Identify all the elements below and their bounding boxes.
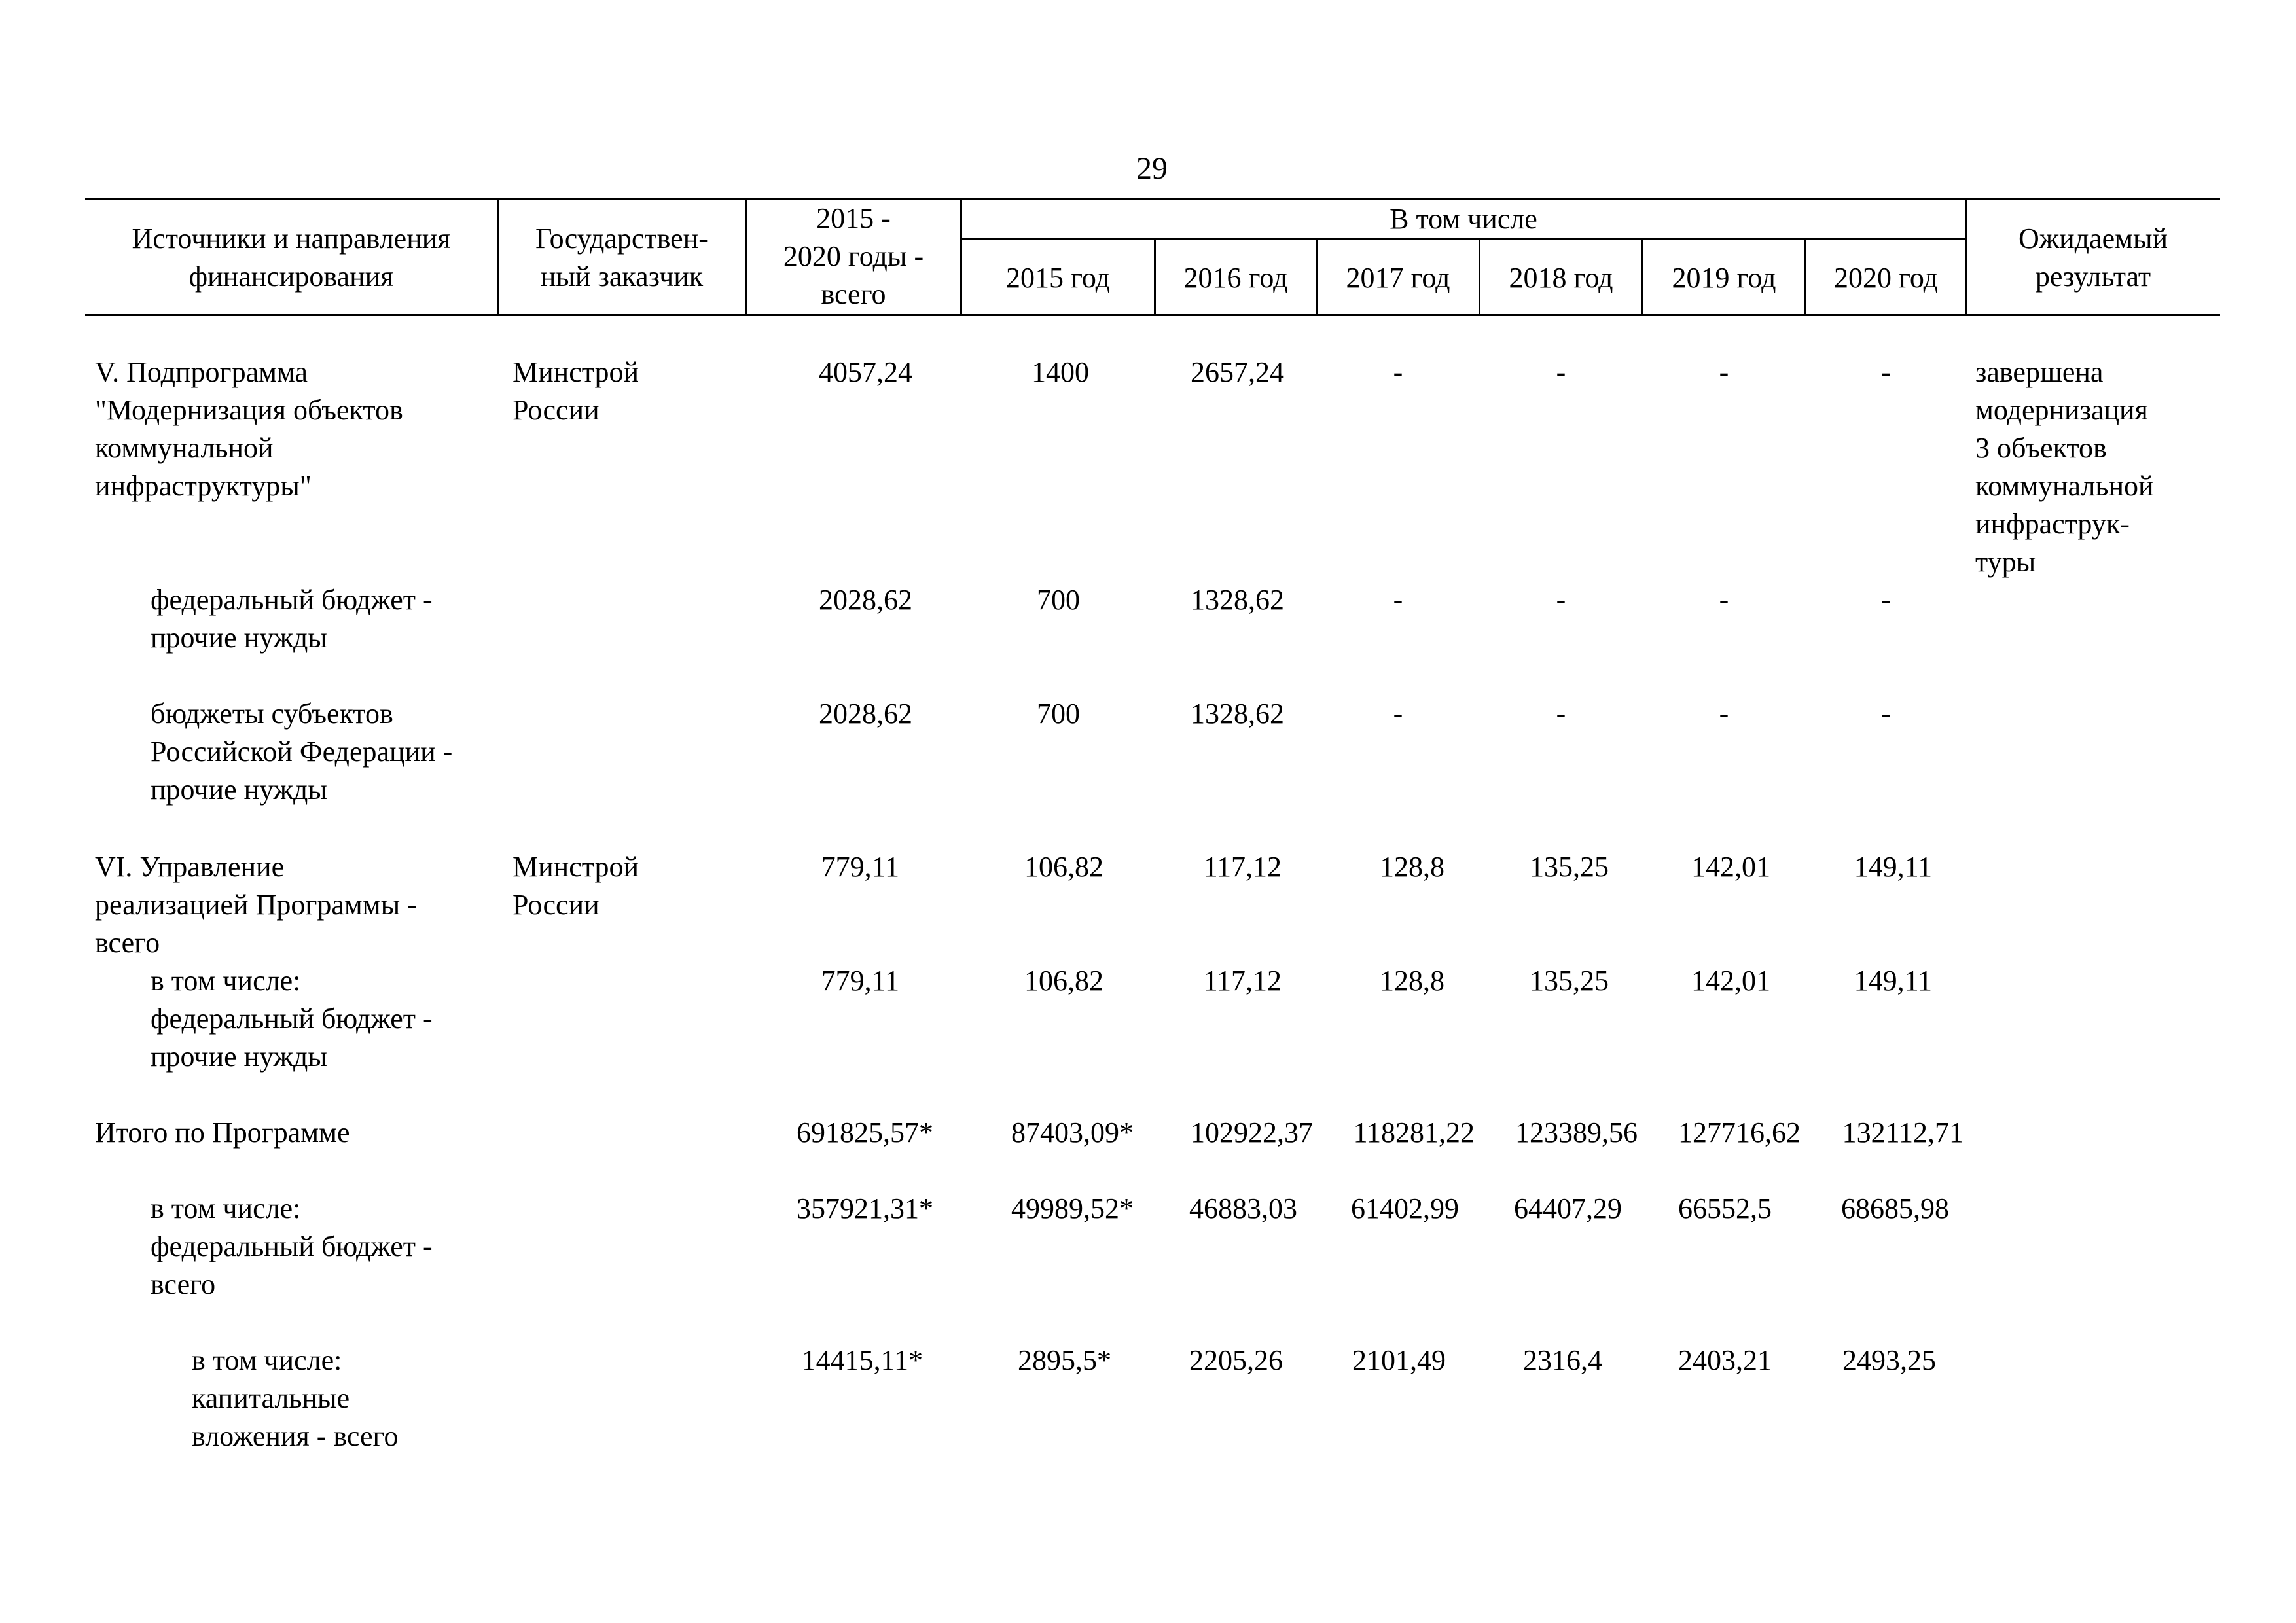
row-2015: 87403,09* (1011, 1116, 1134, 1149)
row-2018: 64407,29 (1514, 1192, 1622, 1224)
row-customer: Минстрой России (512, 851, 639, 921)
row-2016: 2205,26 (1189, 1344, 1283, 1376)
col-divider (1965, 198, 1967, 315)
row-2016: 117,12 (1203, 965, 1282, 997)
row-2016: 117,12 (1203, 851, 1282, 883)
row-2017: 128,8 (1380, 965, 1444, 997)
row-2015: 49989,52* (1011, 1192, 1134, 1224)
row-2017: 128,8 (1380, 851, 1444, 883)
row-source: V. Подпрограмма "Модернизация объектов коммунальной инфраструктуры" (95, 356, 403, 502)
row-source: в том числе: федеральный бюджет - прочие нужды (151, 965, 433, 1073)
row-2015: 700 (1037, 584, 1080, 616)
row-source: в том числе: федеральный бюджет - всего (151, 1192, 433, 1300)
row-2017: - (1393, 698, 1403, 730)
header-year-2018: 2018 год (1509, 262, 1613, 294)
page-number: 29 (1136, 151, 1168, 186)
row-2018: - (1556, 584, 1566, 616)
header-year-2020: 2020 год (1833, 262, 1939, 294)
header-including: В том числе (1390, 203, 1537, 235)
row-result: завершена модернизация 3 объектов коммунальной инфраструк- туры (1975, 356, 2154, 578)
row-total: 2028,62 (819, 698, 912, 730)
row-2018: 123389,56 (1515, 1116, 1638, 1149)
row-2016: 102922,37 (1191, 1116, 1313, 1149)
row-2016: 2657,24 (1191, 356, 1284, 388)
row-2017: - (1393, 356, 1403, 388)
row-2015: 2895,5* (1018, 1344, 1111, 1376)
row-2020: 68685,98 (1841, 1192, 1949, 1224)
header-year-2019: 2019 год (1672, 262, 1776, 294)
row-total: 779,11 (821, 965, 899, 997)
row-2019: - (1719, 584, 1729, 616)
row-2015: 106,82 (1024, 965, 1103, 997)
row-2017: - (1393, 584, 1403, 616)
col-divider (960, 198, 962, 315)
row-2019: 2403,21 (1678, 1344, 1772, 1376)
header-customer: Государствен- ный заказчик (535, 223, 708, 293)
row-2018: - (1556, 356, 1566, 388)
row-2019: 66552,5 (1678, 1192, 1772, 1224)
table-top-rule (85, 198, 2220, 200)
row-2018: 135,25 (1530, 851, 1609, 883)
row-2018: 2316,4 (1523, 1344, 1602, 1376)
row-2019: 142,01 (1691, 965, 1770, 997)
row-2015: 700 (1037, 698, 1080, 730)
header-source: Источники и направления финансирования (132, 223, 451, 293)
row-total: 691825,57* (797, 1116, 933, 1149)
row-2017: 118281,22 (1353, 1116, 1475, 1149)
row-2018: - (1556, 698, 1566, 730)
row-2020: - (1881, 356, 1891, 388)
header-bottom-rule (85, 314, 2220, 316)
row-total: 14415,11* (801, 1344, 923, 1376)
row-2020: 132112,71 (1842, 1116, 1964, 1149)
row-2017: 2101,49 (1352, 1344, 1446, 1376)
row-2015: 1400 (1031, 356, 1089, 388)
row-2019: - (1719, 356, 1729, 388)
header-year-2015: 2015 год (1005, 262, 1111, 294)
row-2018: 135,25 (1530, 965, 1609, 997)
row-2020: 2493,25 (1842, 1344, 1936, 1376)
row-2019: 127716,62 (1678, 1116, 1801, 1149)
header-year-2017: 2017 год (1346, 262, 1450, 294)
row-2016: 1328,62 (1191, 584, 1284, 616)
header-result: Ожидаемый результат (2018, 223, 2168, 293)
row-total: 4057,24 (819, 356, 912, 388)
row-2019: 142,01 (1691, 851, 1770, 883)
row-source: Итого по Программе (95, 1116, 350, 1149)
row-2019: - (1719, 698, 1729, 730)
row-total: 357921,31* (797, 1192, 933, 1224)
row-source: VI. Управление реализацией Программы - всего (95, 851, 417, 959)
row-source: в том числе: капитальные вложения - всего (192, 1344, 399, 1452)
row-total: 2028,62 (819, 584, 912, 616)
col-divider (745, 198, 747, 315)
row-2016: 1328,62 (1191, 698, 1284, 730)
header-year-2016: 2016 год (1183, 262, 1288, 294)
col-divider (497, 198, 499, 315)
row-2020: 149,11 (1854, 965, 1932, 997)
header-total: 2015 - 2020 годы - всего (783, 202, 924, 310)
row-2015: 106,82 (1024, 851, 1103, 883)
row-2016: 46883,03 (1189, 1192, 1297, 1224)
row-customer: Минстрой России (512, 356, 639, 426)
row-2020: 149,11 (1854, 851, 1932, 883)
row-2020: - (1881, 698, 1891, 730)
row-2017: 61402,99 (1351, 1192, 1459, 1224)
row-source: бюджеты субъектов Российской Федерации - прочие нужды (151, 698, 453, 806)
row-source: федеральный бюджет - прочие нужды (151, 584, 433, 654)
row-2020: - (1881, 584, 1891, 616)
row-total: 779,11 (821, 851, 899, 883)
